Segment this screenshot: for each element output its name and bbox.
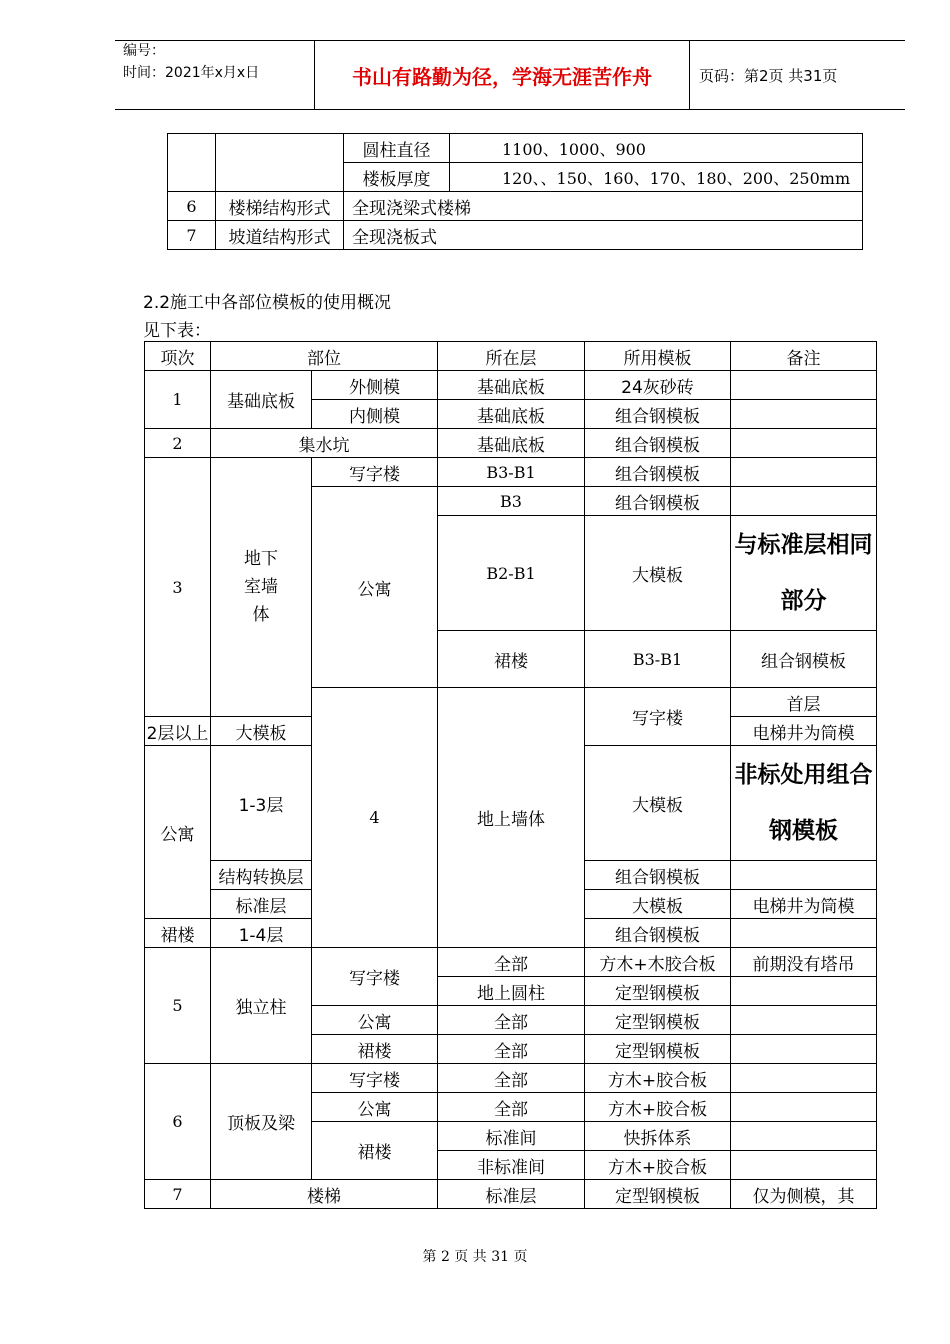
cell: [731, 1064, 877, 1093]
cell: [731, 429, 877, 458]
cell: 全部: [438, 1006, 585, 1035]
cell: 裙楼: [438, 631, 585, 688]
cell: 方木+胶合板: [585, 1093, 731, 1122]
cell: [731, 919, 877, 948]
cell: 6: [168, 192, 216, 221]
cell: [731, 1122, 877, 1151]
cell: 裙楼: [312, 1035, 438, 1064]
cell: [731, 861, 877, 890]
cell: 大模板: [585, 890, 731, 919]
header-motto: 书山有路勤为径，学海无涯苦作舟: [315, 41, 690, 109]
cell: 与标准层相同部分: [731, 516, 877, 631]
cell: 外侧模: [312, 371, 438, 400]
cell: 坡道结构形式: [216, 221, 344, 250]
cell: 首层: [731, 688, 877, 717]
cell: B3-B1: [438, 458, 585, 487]
header-cell: 备注: [731, 342, 877, 371]
cell: 公寓: [145, 746, 211, 919]
cell: 内侧模: [312, 400, 438, 429]
cell: 前期没有塔吊: [731, 948, 877, 977]
table-row: [168, 221, 863, 250]
section-title: 2.2施工中各部位模板的使用概况: [143, 293, 392, 313]
cell: [731, 1006, 877, 1035]
table-row: [145, 429, 877, 458]
header-cell: 所用模板: [585, 342, 731, 371]
cell: 定型钢模板: [585, 1035, 731, 1064]
cell: 全部: [438, 1064, 585, 1093]
header-page-info: 页码：第2页 共31页: [699, 66, 838, 85]
cell: 1-3层: [211, 746, 312, 861]
cell: 6: [145, 1064, 211, 1180]
formwork-table: [144, 341, 877, 1209]
cell: [731, 1093, 877, 1122]
top-table: [167, 133, 863, 250]
cell: 写字楼: [312, 458, 438, 487]
table-row: [145, 1064, 877, 1093]
cell: 地下室墙体: [211, 458, 312, 717]
cell: 独立柱: [211, 948, 312, 1064]
cell: 4: [312, 688, 438, 948]
cell: 组合钢模板: [585, 487, 731, 516]
cell: B3-B1: [585, 631, 731, 688]
cell: 楼梯结构形式: [216, 192, 344, 221]
cell: 组合钢模板: [731, 631, 877, 688]
cell: 2: [145, 429, 211, 458]
table-header-row: [145, 342, 877, 371]
cell: 标准层: [211, 890, 312, 919]
cell: 全部: [438, 1093, 585, 1122]
cell: 顶板及梁: [211, 1064, 312, 1180]
table-row: [145, 1180, 877, 1209]
cell: 公寓: [312, 1006, 438, 1035]
cell: 1-4层: [211, 919, 312, 948]
time-label: 时间：2021年x月x日: [123, 65, 260, 81]
cell: 全现浇梁式楼梯: [344, 192, 863, 221]
cell: 快拆体系: [585, 1122, 731, 1151]
cell: 集水坑: [211, 429, 438, 458]
cell: 写字楼: [312, 1064, 438, 1093]
cell: [216, 134, 344, 192]
header-cell: 所在层: [438, 342, 585, 371]
table-row: [145, 458, 877, 487]
cell: 组合钢模板: [585, 919, 731, 948]
header-cell: 部位: [211, 342, 438, 371]
cell: 全部: [438, 948, 585, 977]
cell: [731, 400, 877, 429]
cell: 大模板: [211, 717, 312, 746]
cell: 定型钢模板: [585, 1006, 731, 1035]
cell: 组合钢模板: [585, 400, 731, 429]
cell: 裙楼: [312, 1122, 438, 1180]
cell: [731, 371, 877, 400]
cell: 1100、1000、900: [450, 134, 863, 163]
cell: [168, 134, 216, 192]
cell: 圆柱直径: [344, 134, 450, 163]
cell: 1: [145, 371, 211, 429]
see-table-text: 见下表：: [143, 321, 211, 341]
cell: 7: [145, 1180, 211, 1209]
cell: [731, 977, 877, 1006]
cell: 公寓: [312, 1093, 438, 1122]
cell: 裙楼: [145, 919, 211, 948]
cell: 基础底板: [438, 429, 585, 458]
cell: [731, 1151, 877, 1180]
cell: B2-B1: [438, 516, 585, 631]
cell: [731, 458, 877, 487]
cell: 电梯井为筒模: [731, 717, 877, 746]
number-label: 编号：: [123, 43, 165, 59]
cell: 大模板: [585, 746, 731, 861]
cell: 楼板厚度: [344, 163, 450, 192]
cell: 基础底板: [438, 400, 585, 429]
cell: 定型钢模板: [585, 977, 731, 1006]
table-row: [168, 192, 863, 221]
cell: 写字楼: [312, 948, 438, 1006]
cell: 写字楼: [585, 688, 731, 746]
cell: 2层以上: [145, 717, 211, 746]
cell: 仅为侧模，其: [731, 1180, 877, 1209]
cell: 24灰砂砖: [585, 371, 731, 400]
cell: 120、、150、160、170、180、200、250mm: [450, 163, 863, 192]
cell: 地上圆柱: [438, 977, 585, 1006]
cell: 方木+胶合板: [585, 1064, 731, 1093]
table-row: [145, 948, 877, 977]
cell: 公寓: [312, 487, 438, 688]
table-row: [145, 371, 877, 400]
header-meta: [115, 41, 315, 109]
cell: 非标准间: [438, 1151, 585, 1180]
cell: 全部: [438, 1035, 585, 1064]
cell: 电梯井为筒模: [731, 890, 877, 919]
cell: [731, 487, 877, 516]
cell: 5: [145, 948, 211, 1064]
cell: 全现浇板式: [344, 221, 863, 250]
cell: 标准间: [438, 1122, 585, 1151]
cell: 基础底板: [211, 371, 312, 429]
cell: 组合钢模板: [585, 861, 731, 890]
cell: 7: [168, 221, 216, 250]
cell: 结构转换层: [211, 861, 312, 890]
header-cell: 项次: [145, 342, 211, 371]
cell: 标准层: [438, 1180, 585, 1209]
cell: 方木+木胶合板: [585, 948, 731, 977]
cell: 方木+胶合板: [585, 1151, 731, 1180]
cell: 基础底板: [438, 371, 585, 400]
page-footer: 第 2 页 共 31 页: [422, 1249, 528, 1265]
cell: 大模板: [585, 516, 731, 631]
cell: [731, 1035, 877, 1064]
cell: B3: [438, 487, 585, 516]
cell: 3: [145, 458, 211, 717]
cell: 楼梯: [211, 1180, 438, 1209]
table-row: [168, 134, 863, 163]
cell: 地上墙体: [438, 688, 585, 948]
page-header: [115, 40, 905, 110]
cell: 定型钢模板: [585, 1180, 731, 1209]
cell: 非标处用组合钢模板: [731, 746, 877, 861]
cell: 组合钢模板: [585, 429, 731, 458]
cell: 组合钢模板: [585, 458, 731, 487]
